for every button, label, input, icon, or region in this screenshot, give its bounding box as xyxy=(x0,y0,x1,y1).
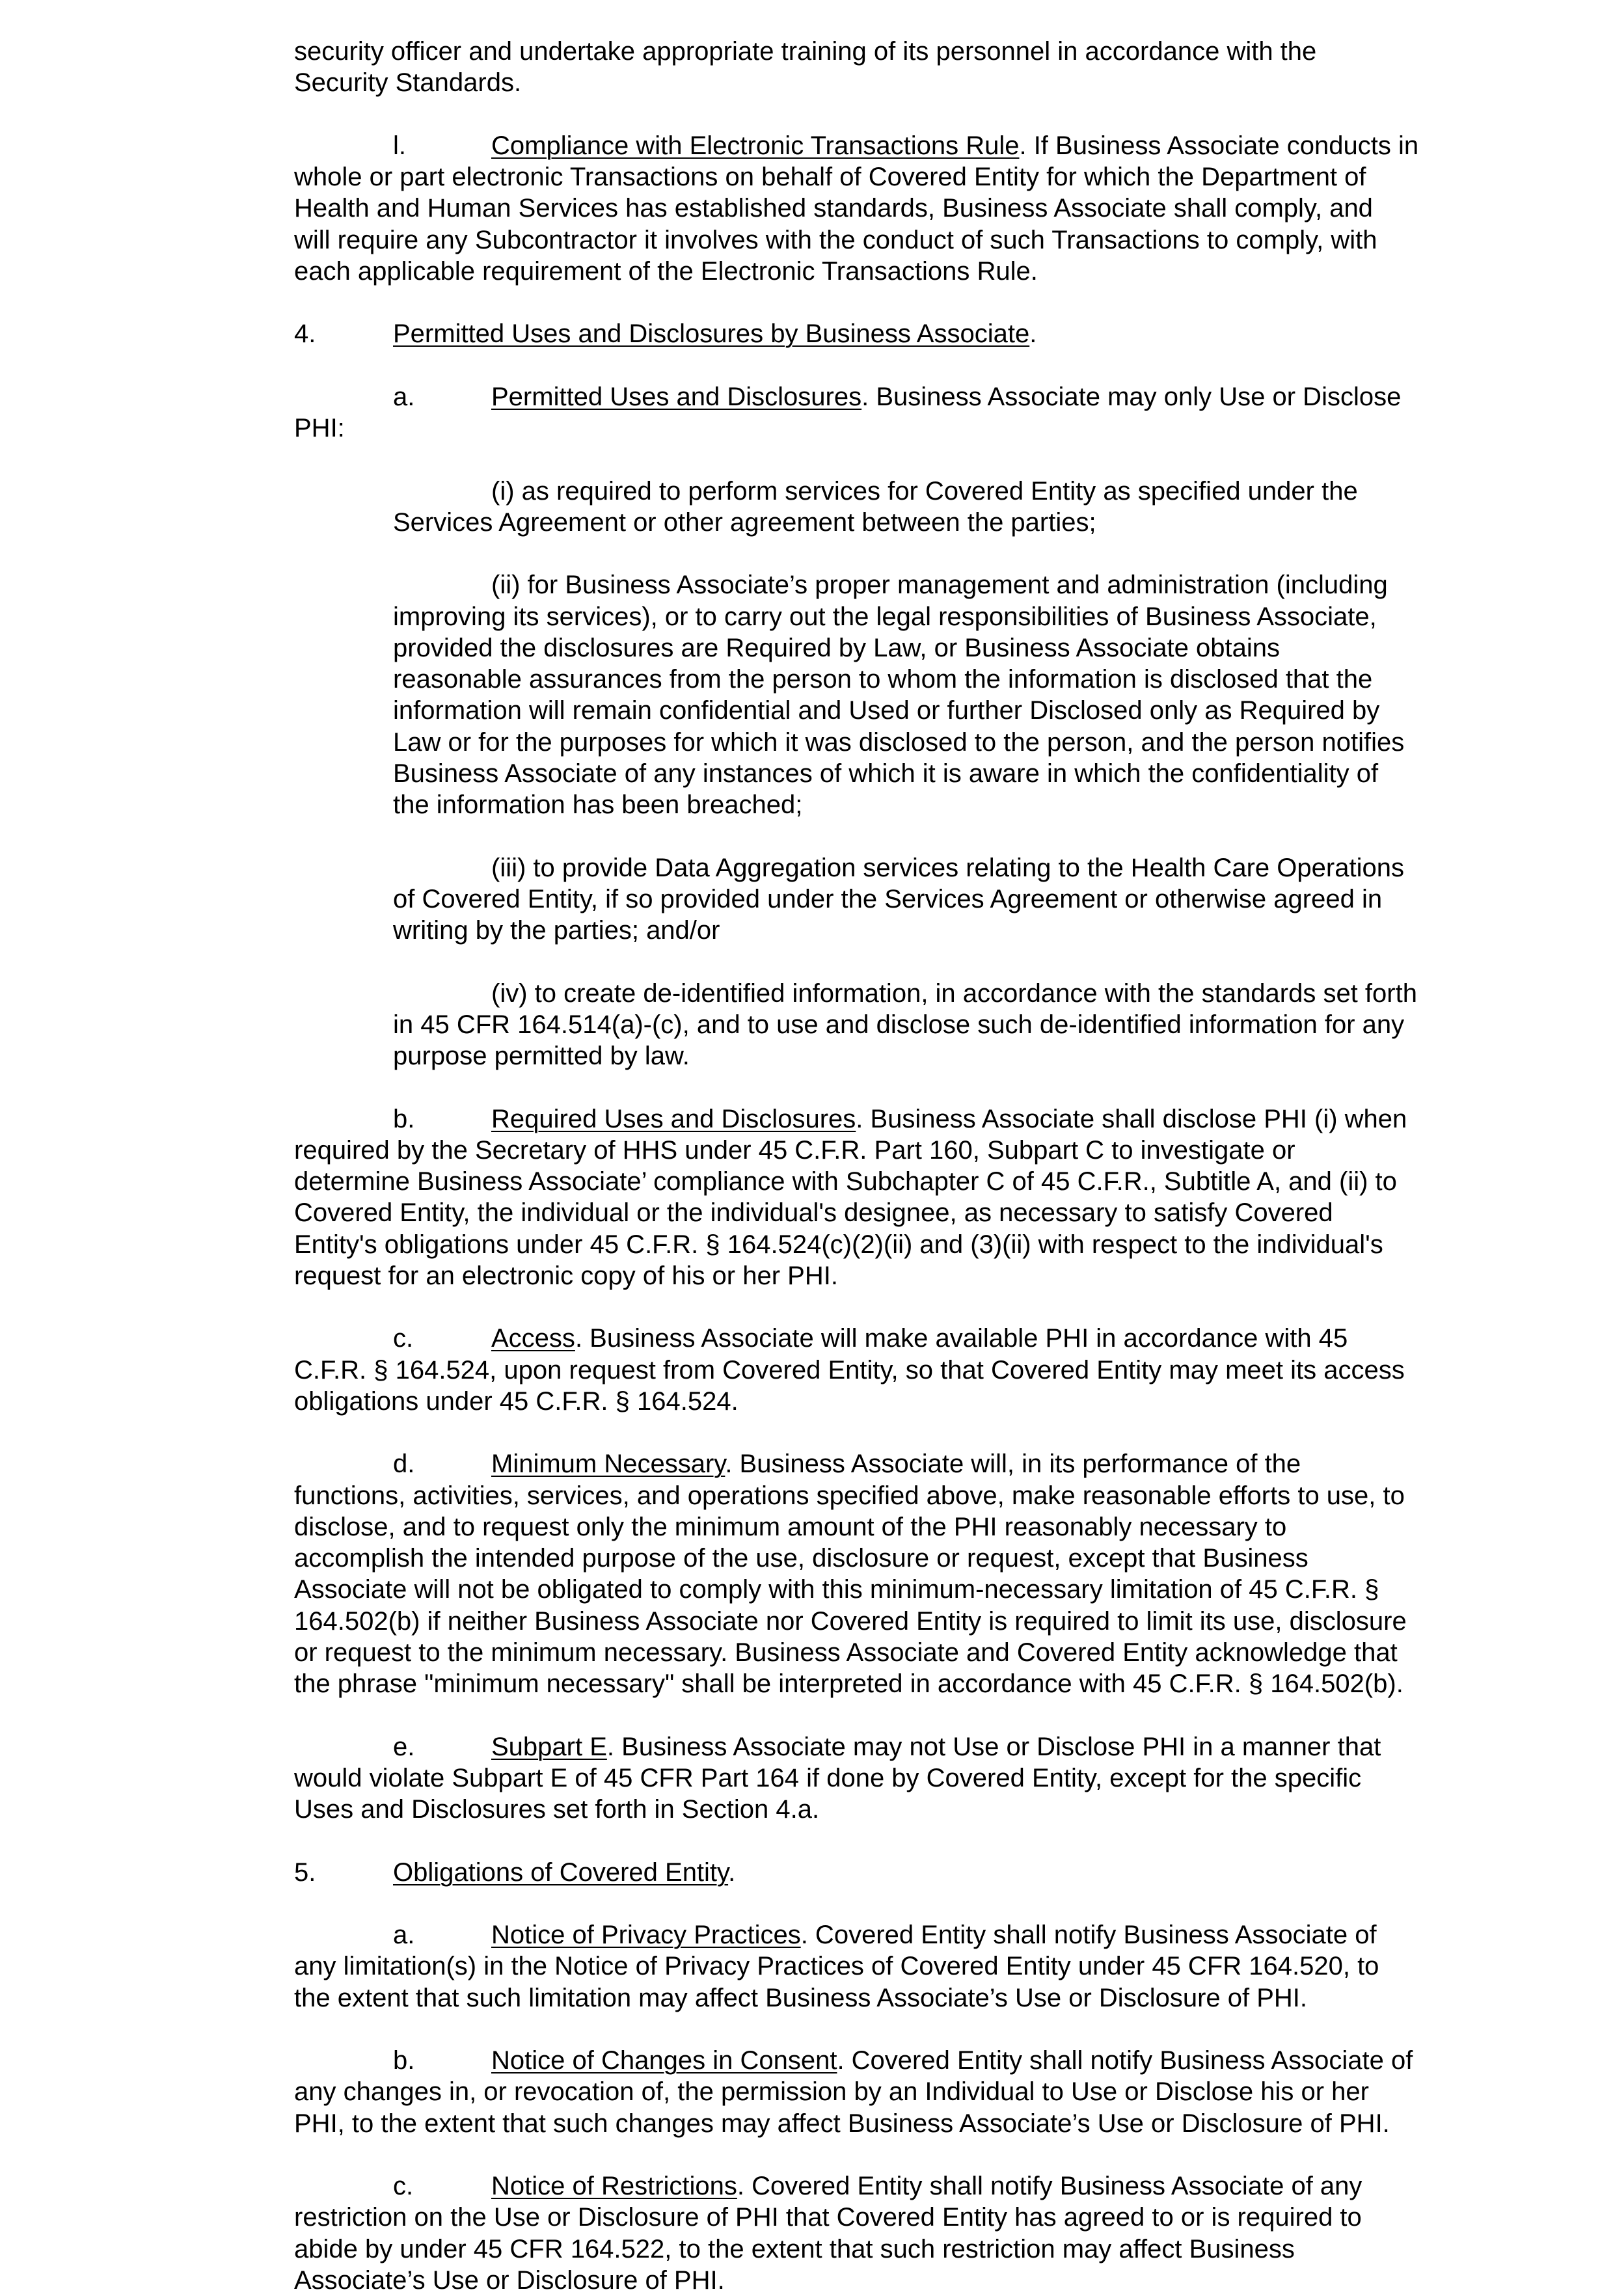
document-page xyxy=(294,36,1485,2296)
text-line: obligations under 45 C.F.R. § 164.524. xyxy=(294,1386,739,1416)
paragraph-first-line xyxy=(294,1323,1485,1354)
paragraph-gap xyxy=(294,1417,1485,1448)
paragraph xyxy=(294,1103,1485,1292)
paragraph xyxy=(294,476,1485,539)
text-line: purpose permitted by law. xyxy=(393,1042,690,1070)
paragraph-gap xyxy=(294,1699,1485,1731)
paragraph-number: l. xyxy=(393,131,406,160)
text-line: would violate Subpart E of 45 CFR Part 164 if done by Covered Entity, except for the specific xyxy=(294,1763,1362,1792)
paragraph-first-line xyxy=(294,2045,1485,2076)
text-line: any changes in, or revocation of, the permission by an Individual to Use or Disclose his or her xyxy=(294,2077,1369,2107)
paragraph-number: 4. xyxy=(294,319,316,349)
text-line: writing by the parties; and/or xyxy=(393,916,720,945)
paragraph-gap xyxy=(294,1888,1485,1919)
text-line: (iii) to provide Data Aggregation services relating to the Health Care Operations xyxy=(491,853,1404,882)
paragraph-text: . xyxy=(1029,319,1037,349)
paragraph xyxy=(294,130,1485,287)
paragraph-text: . Business Associate may not Use or Disclose PHI in a manner that xyxy=(606,1732,1381,1761)
paragraph xyxy=(294,1323,1485,1417)
text-line: functions, activities, services, and operations specified above, make reasonable efforts to use, to xyxy=(294,1481,1405,1510)
paragraph-text: . Business Associate shall disclose PHI (i) when xyxy=(856,1104,1407,1133)
paragraph-number: b. xyxy=(393,1104,415,1133)
text-line: the extent that such limitation may affect Business Associate’s Use or Disclosure of PHI. xyxy=(294,1983,1308,2012)
paragraph-gap xyxy=(294,1291,1485,1323)
paragraph-gap xyxy=(294,287,1485,318)
paragraph-first-line xyxy=(294,318,1485,349)
text-line: 164.502(b) if neither Business Associate nor Covered Entity is required to limit its use, disclosure xyxy=(294,1606,1407,1636)
paragraph-heading: Notice of Changes in Consent xyxy=(491,2046,837,2075)
paragraph-heading: Subpart E xyxy=(491,1732,607,1761)
text-line: whole or part electronic Transactions on behalf of Covered Entity for which the Department of xyxy=(294,163,1366,191)
paragraph-heading: Permitted Uses and Disclosures by Business Associate xyxy=(393,319,1030,349)
paragraph-text: . Business Associate may only Use or Disclose xyxy=(861,382,1402,411)
paragraph-text: . If Business Associate conducts in xyxy=(1019,131,1419,160)
paragraph xyxy=(294,852,1485,947)
paragraph xyxy=(294,1448,1485,1699)
text-line: any limitation(s) in the Notice of Privacy Practices of Covered Entity under 45 CFR 164.520, to xyxy=(294,1952,1379,1981)
text-line: (iv) to create de-identified information, in accordance with the standards set forth xyxy=(491,979,1417,1008)
text-line: (ii) for Business Associate’s proper management and administration (including xyxy=(491,571,1388,600)
text-line: Business Associate of any instances of which it is aware in which the confidentiality of xyxy=(393,759,1379,788)
paragraph-first-line xyxy=(294,1448,1485,1479)
paragraph-first-line xyxy=(294,2170,1485,2202)
text-line: PHI, to the extent that such changes may affect Business Associate’s Use or Disclosure of PHI. xyxy=(294,2109,1390,2138)
paragraph-number: 5. xyxy=(294,1857,316,1887)
paragraph xyxy=(294,2045,1485,2139)
text-line: PHI: xyxy=(294,414,345,442)
text-line: Services Agreement or other agreement between the parties; xyxy=(393,507,1096,537)
text-line: accomplish the intended purpose of the use, disclosure or request, except that Business xyxy=(294,1544,1308,1573)
paragraph-gap xyxy=(294,444,1485,475)
paragraph-heading: Permitted Uses and Disclosures xyxy=(491,382,862,411)
paragraph xyxy=(294,1857,1485,1888)
paragraph xyxy=(294,318,1485,349)
paragraph-gap xyxy=(294,99,1485,130)
text-line: Law or for the purposes for which it was disclosed to the person, and the person notifies xyxy=(393,727,1405,757)
paragraph-heading: Obligations of Covered Entity xyxy=(393,1857,729,1887)
paragraph-number: c. xyxy=(393,1324,414,1353)
text-line: restriction on the Use or Disclosure of PHI that Covered Entity has agreed to or is required to xyxy=(294,2203,1362,2232)
paragraph-heading: Compliance with Electronic Transactions Rule xyxy=(491,131,1020,160)
paragraph-number: a. xyxy=(393,382,415,411)
paragraph xyxy=(294,1731,1485,1826)
paragraph xyxy=(294,1919,1485,2014)
text-line: provided the disclosures are Required by Law, or Business Associate obtains xyxy=(393,633,1280,662)
paragraph-first-line xyxy=(294,130,1485,161)
paragraph-number: e. xyxy=(393,1732,415,1761)
paragraph-text: . Business Associate will, in its performance of the xyxy=(725,1450,1301,1479)
text-line: information will remain confidential and Used or further Disclosed only as Required by xyxy=(393,696,1380,725)
paragraph-text: . xyxy=(728,1857,736,1887)
paragraph-gap xyxy=(294,1825,1485,1856)
paragraph-text: . Covered Entity shall notify Business Associate of xyxy=(800,1921,1377,1949)
text-line: security officer and undertake appropriate training of its personnel in accordance with the xyxy=(294,37,1317,66)
paragraph-first-line xyxy=(294,1731,1485,1763)
text-line: (i) as required to perform services for Covered Entity as specified under the xyxy=(491,476,1358,506)
paragraph-gap xyxy=(294,946,1485,977)
text-line: Associate’s Use or Disclosure of PHI. xyxy=(294,2265,725,2295)
paragraph-gap xyxy=(294,820,1485,852)
text-line: required by the Secretary of HHS under 45 C.F.R. Part 160, Subpart C to investigate or xyxy=(294,1135,1295,1165)
text-line: Covered Entity, the individual or the individual's designee, as necessary to satisfy Covered xyxy=(294,1198,1333,1228)
text-line: Uses and Disclosures set forth in Section 4.a. xyxy=(294,1795,820,1824)
paragraph-heading: Notice of Restrictions xyxy=(491,2172,737,2200)
paragraph xyxy=(294,381,1485,444)
text-line: the phrase "minimum necessary" shall be interpreted in accordance with 45 C.F.R. § 164.502(b). xyxy=(294,1669,1403,1698)
text-line: will require any Subcontractor it involves with the conduct of such Transactions to comply, with xyxy=(294,225,1377,254)
paragraph-gap xyxy=(294,2014,1485,2045)
paragraph-heading: Notice of Privacy Practices xyxy=(491,1921,801,1949)
paragraph-first-line xyxy=(294,381,1485,412)
text-line: reasonable assurances from the person to whom the information is disclosed that the xyxy=(393,665,1373,694)
paragraph-heading: Access xyxy=(491,1324,575,1353)
paragraph xyxy=(294,36,1485,99)
paragraph-number: b. xyxy=(393,2046,415,2075)
paragraph-text: . Covered Entity shall notify Business Associate of xyxy=(837,2046,1413,2075)
paragraph-first-line xyxy=(294,1857,1485,1888)
paragraph-first-line xyxy=(294,1103,1485,1135)
paragraph-number: c. xyxy=(393,2172,414,2200)
paragraph-number: a. xyxy=(393,1921,415,1949)
text-line: in 45 CFR 164.514(a)-(c), and to use and disclose such de-identified information for any xyxy=(393,1010,1405,1039)
text-line: Entity's obligations under 45 C.F.R. § 164.524(c)(2)(ii) and (3)(ii) with respect to the individual's xyxy=(294,1230,1383,1259)
text-line: disclose, and to request only the minimum amount of the PHI reasonably necessary to xyxy=(294,1512,1287,1541)
text-line: improving its services), or to carry out the legal responsibilities of Business Associate, xyxy=(393,602,1377,631)
paragraph xyxy=(294,569,1485,820)
paragraph-gap xyxy=(294,350,1485,381)
paragraph-heading: Required Uses and Disclosures xyxy=(491,1104,856,1133)
text-line: determine Business Associate’ compliance with Subchapter C of 45 C.F.R., Subtitle A, and (ii) to xyxy=(294,1167,1397,1196)
paragraph-heading: Minimum Necessary xyxy=(491,1450,725,1479)
text-line: Associate will not be obligated to comply with this minimum-necessary limitation of 45 C.F.R. § xyxy=(294,1575,1379,1604)
text-line: request for an electronic copy of his or her PHI. xyxy=(294,1261,838,1290)
paragraph-gap xyxy=(294,538,1485,569)
text-line: the information has been breached; xyxy=(393,790,803,819)
text-line: abide by under 45 CFR 164.522, to the extent that such restriction may affect Business xyxy=(294,2234,1295,2263)
paragraph xyxy=(294,2170,1485,2296)
paragraph-number: d. xyxy=(393,1450,415,1479)
paragraph xyxy=(294,978,1485,1072)
paragraph-first-line xyxy=(294,1919,1485,1951)
paragraph-gap xyxy=(294,1072,1485,1103)
text-line: or request to the minimum necessary. Business Associate and Covered Entity acknowledge that xyxy=(294,1638,1398,1667)
paragraph-text: . Covered Entity shall notify Business Associate of any xyxy=(737,2172,1362,2200)
text-line: Security Standards. xyxy=(294,68,522,98)
paragraph-text: . Business Associate will make available PHI in accordance with 45 xyxy=(575,1324,1348,1353)
text-line: Health and Human Services has established standards, Business Associate shall comply, and xyxy=(294,194,1373,223)
text-line: C.F.R. § 164.524, upon request from Covered Entity, so that Covered Entity may meet its access xyxy=(294,1355,1405,1384)
paragraph-gap xyxy=(294,2139,1485,2170)
text-line: of Covered Entity, if so provided under the Services Agreement or otherwise agreed in xyxy=(393,884,1383,913)
text-line: each applicable requirement of the Electronic Transactions Rule. xyxy=(294,256,1038,286)
